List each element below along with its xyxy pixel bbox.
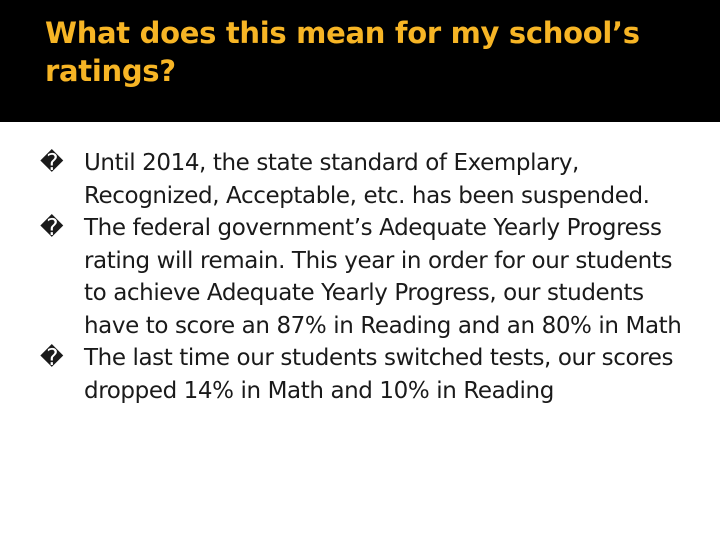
slide-title: What does this mean for my school’s ratings? [45,16,640,88]
bullet-item [40,212,700,342]
bullet-item [40,147,700,212]
bullet-marker-icon: � [40,345,64,371]
bullet-text: The federal government’s Adequate Yearly Progress rating will remain. This year in order for our students to achieve Adequate Yearly Progress, our students have to score an 87% in Reading and an 80% in Math [84,215,682,339]
bullet-marker-icon: � [40,215,64,241]
bullet-text: Until 2014, the state standard of Exemplary, Recognized, Acceptable, etc. has been suspended. [84,150,650,209]
bullet-list [40,147,700,407]
title-bar [0,0,720,122]
bullet-marker-icon: � [40,150,64,176]
bullet-text: The last time our students switched tests, our scores dropped 14% in Math and 10% in Reading [84,345,674,404]
bullet-item [40,342,700,407]
